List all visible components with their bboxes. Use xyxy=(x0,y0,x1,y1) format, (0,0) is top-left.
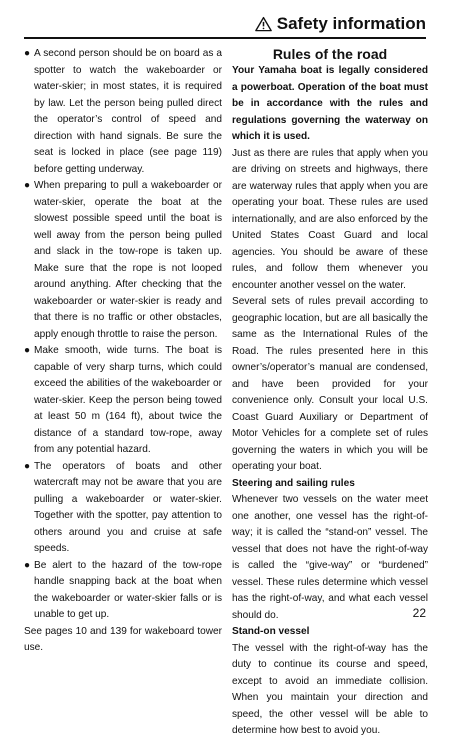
body-paragraph: Whenever two vessels on the water meet one another, one vessel has the right-of-way; it is called the “stand-on” vessel. The vessel that does not have the right-of-way is called the “give-way” or “burdened” vessel. These rules determine which vessel has the right-of-way, and what each vessel should do. xyxy=(232,494,428,621)
page-number: 22 xyxy=(412,606,426,620)
header-title: Safety information xyxy=(276,14,426,33)
bullet-text: When preparing to pull a wakeboarder or water-skier, operate the boat at the slowest possible speed until the boat is well away from the person being pulled and slack in the tow-rope is taken up. Make sure that the rope is not looped around anything. After checking that the wakeboarder or water-skier is ready and that there is no traffic or other obstacles, apply enough throttle to raise the person. xyxy=(34,180,222,340)
page-header xyxy=(255,14,426,34)
bullet-item xyxy=(24,46,222,178)
bullet-dot-icon: ● xyxy=(24,180,31,191)
bullet-item xyxy=(24,558,222,624)
intro-paragraph: Your Yamaha boat is legally considered a powerboat. Operation of the boat must be in accordance with the rules and regulations governing the waterway on which it is used. xyxy=(232,65,428,142)
section-title: Rules of the road xyxy=(272,46,388,62)
header-rule xyxy=(24,37,426,39)
bullet-text: A second person should be on board as a spotter to watch the wakeboarder or water-skier; in most states, it is required by law. Let the person being pulled direct the operator’s control of speed and direction with hand signals. Be sure the seat is locked in place (see page 119) before getting underway. xyxy=(34,48,222,175)
warning-triangle-icon xyxy=(255,16,272,32)
wakeboard-tower-reference: See pages 10 and 139 for wakeboard tower use. xyxy=(24,625,222,653)
bullet-dot-icon: ● xyxy=(24,48,31,59)
bullet-item xyxy=(24,459,222,558)
bullet-text: Make smooth, wide turns. The boat is capable of very sharp turns, which could exceed the abilities of the wakeboarder or water-skier. Keep the person being towed at least 50 m (164 ft), about twice the distance of a standard tow-rope, away from any potential hazard. xyxy=(34,345,222,455)
bullet-item xyxy=(24,343,222,459)
left-column xyxy=(24,46,222,657)
subheading-stand-on-vessel: Stand-on vessel xyxy=(232,626,310,637)
body-paragraph: Just as there are rules that apply when you are driving on streets and highways, there are waterway rules that apply when you are operating your boat. These rules are used internationally, and are also enforced by the United States Coast Guard and local agencies. You should be aware of these rules, and follow them whenever you encounter another vessel on the water. xyxy=(232,147,428,291)
bullet-item xyxy=(24,178,222,343)
body-paragraph: The vessel with the right-of-way has the duty to continue its course and speed, except to avoid an immediate collision. When you maintain your direction and speed, the other vessel will be able to determine how best to avoid you. xyxy=(232,642,428,736)
right-column xyxy=(232,46,428,740)
subheading-steering-rules: Steering and sailing rules xyxy=(232,477,355,489)
bullet-text: The operators of boats and other watercraft may not be aware that you are pulling a wakeboarder or water-skier. Together with the spotter, pay attention to others around you and cruise at safe speeds. xyxy=(34,460,222,554)
bullet-dot-icon: ● xyxy=(24,559,31,571)
body-paragraph: Several sets of rules prevail according to geographic location, but are all basically the same as the International Rules of the Road. The rules presented here in this owner’s/operator’s manual are condensed, and have been provided for your convenience only. Consult your local U.S. Coast Guard Auxiliary or Department of Motor Vehicles for a complete set of rules governing the waters in which you will be operating your boat. xyxy=(232,296,428,472)
bullet-dot-icon: ● xyxy=(24,460,31,472)
bullet-text: Be alert to the hazard of the tow-rope handle snapping back at the boat when the wakeboarder or water-skier falls or is unable to get up. xyxy=(34,559,222,620)
bullet-dot-icon: ● xyxy=(24,345,31,356)
